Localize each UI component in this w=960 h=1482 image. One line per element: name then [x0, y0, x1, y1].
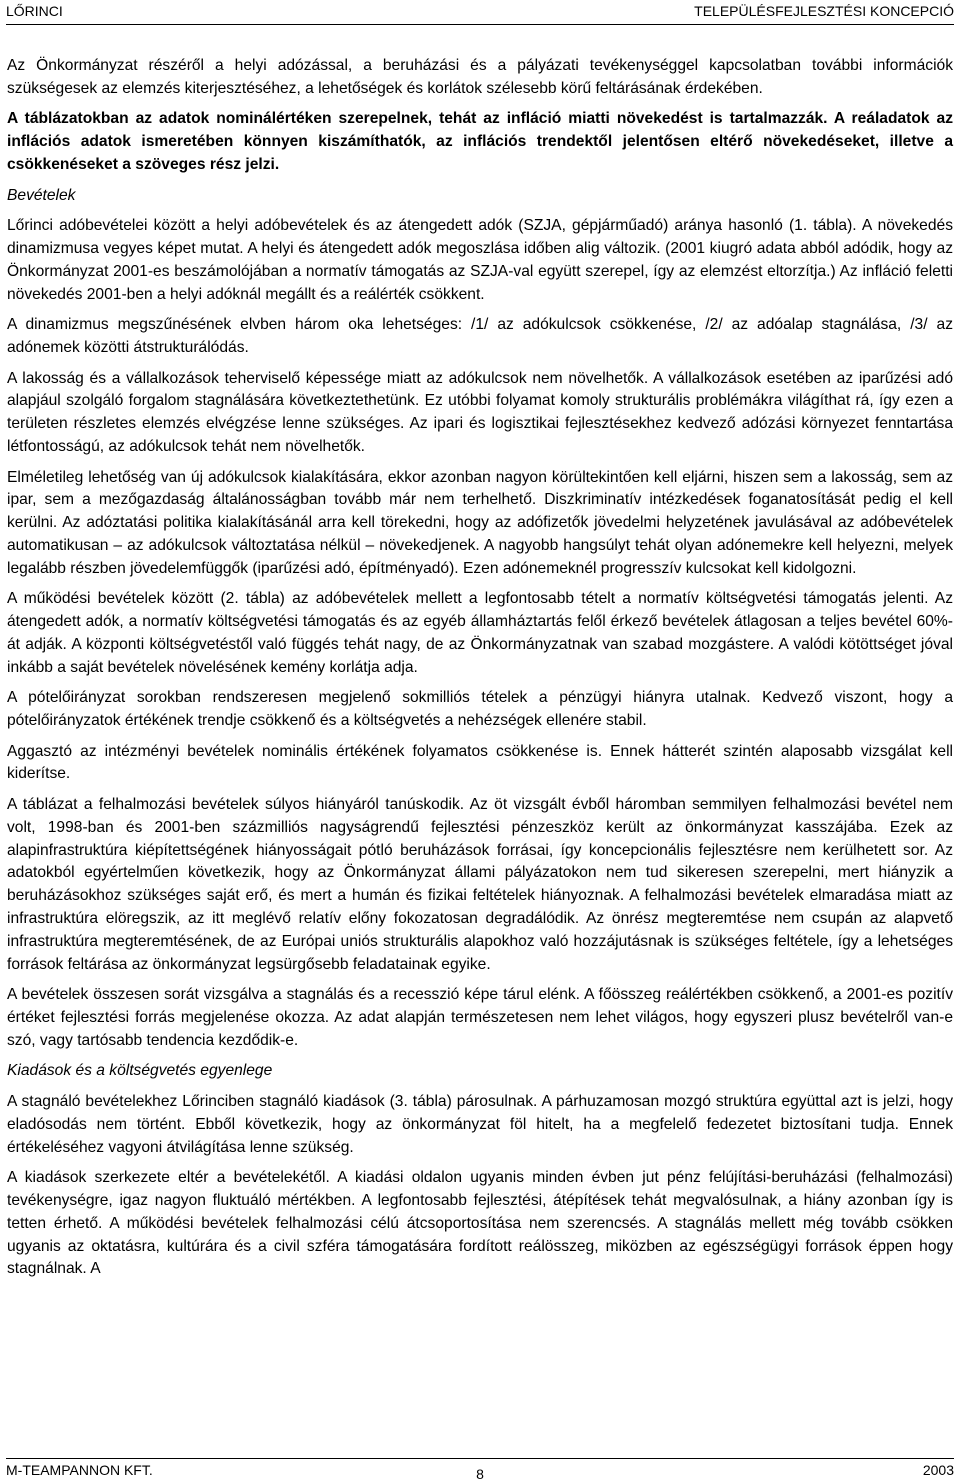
page-header: [6, 0, 954, 25]
section-heading-expenditures: Kiadások és a költségvetés egyenlege: [7, 1062, 273, 1080]
body-paragraph: Aggasztó az intézményi bevételek nominális értékének folyamatos csökkenése is. Ennek hátterét szintén alaposabb vizsgálat kell kiderítse.: [7, 742, 953, 783]
header-document-title: TELEPÜLÉSFEJLESZTÉSI KONCEPCIÓ: [694, 3, 954, 19]
intro-paragraph: Az Önkormányzat részéről a helyi adózással, a beruházási és a pályázati tevékenységgel kapcsolatban további információk szükségesek az elemzés kiterjesztéséhez, a lehetőségek és korlátok szélesebb körű feltárásának érdekében.: [7, 57, 953, 97]
body-paragraph: A pótelőirányzat sorokban rendszeresen megjelenő sokmilliós tételek a pénzügyi hiányra utalnak. Kedvező viszont, hogy a pótelőirányzatok értékének trendje csökkenő és a költségvetés a nehézségek ellenére stabil.: [7, 689, 953, 730]
body-paragraph: A bevételek összesen sorát vizsgálva a stagnálás és a recesszió képe tárul elénk. A főösszeg reálértékben csökkenő, a 2001-es pozitív értéket fejlesztési forrás megjelenése okozza. Az adat alapján természetesen nem lehet világos, hogy egyszeri plusz bevételről van-e szó, vagy tartósabb tendencia kezdődik-e.: [7, 986, 953, 1049]
document-body: [7, 55, 953, 1289]
body-paragraph: A dinamizmus megszűnésének elvben három oka lehetséges: /1/ az adókulcsok csökkenése, /2/ az adóalap stagnálása, /3/ az adónemek közötti átstrukturálódás.: [7, 316, 953, 356]
footer-year: 2003: [922, 1462, 954, 1478]
body-paragraph: A táblázat a felhalmozási bevételek súlyos hiányáról tanúskodik. Az öt vizsgált évből háromban semmilyen felhalmozási bevétel nem volt, 1998-ban és 2001-ben százmilliós nagyságrendű fejlesztési pénzeszköz került az önkormányzat kasszájába. Ezek az alapinfrastruktúra kiépítettségének hiányosságait pótló beruházások forrásai, így koncepcionális fejlesztésre nem kerülhetett sor. Az adatokból egyértelműen következik, hogy az Önkormányzat állami pályázatokon nem tud sikeresen szerepelni, mert hiányzik a beruházásokhoz szükséges saját erő, és mert a humán és fizikai feltételek hiányoznak. A felhalmozási bevételek elmaradása miatt az infrastruktúra elöregszik, az itt meglévő relatív előny fokozatosan degradálódik. Az önrész megteremtése nem csupán az alapvető infrastruktúra megteremtésének, de az Európai uniós strukturális alapokhoz való hozzájutásnak is szükséges feltétele, így a lehetséges források feltárása az önkormányzat legsürgősebb feladatainak egyike.: [7, 796, 953, 973]
body-paragraph: A lakosság és a vállalkozások teherviselő képessége miatt az adókulcsok nem növelhetők. A vállalkozások esetében az iparűzési adó alapjául szolgáló forgalom stagnálására következtethetünk. Ez utóbbi folyamat komoly strukturális problémákra világíthat rá, így ezen a területen részletes elemzés elvégzése lenne szükséges. Az ipari és logisztikai fejlesztésekhez kedvező adózási környezet fenntartása létfontosságú, az adókulcsok tehát nem növelhetők.: [7, 369, 953, 455]
page-number: 8: [476, 1466, 484, 1482]
intro-bold-note: A táblázatokban az adatok nominálértéken szerepelnek, tehát az infláció miatti növekedést is tartalmazzák. A reáladatok az inflációs adatok ismeretében könnyen kiszámíthatók, az inflációs trendektől jelentősen eltérő növekedéseket, illetve a csökkenéseket a szöveges rész jelzi.: [7, 110, 953, 173]
body-paragraph: A stagnáló bevételekhez Lőrinciben stagnáló kiadások (3. tábla) párosulnak. A párhuzamosan mozgó struktúra együttal azt is jelzi, hogy eladósodás nem történt. Ebből következik, hogy az önkormányzat föl hitelt, ha a megfelelő fedezetet biztosítani tudja. Ennek értékeléséhez vagyoni átvilágítása lenne szükség.: [7, 1093, 953, 1156]
section-heading-revenues: Bevételek: [7, 186, 76, 204]
footer-company: M-TEAMPANNON KFT.: [6, 1462, 153, 1478]
body-paragraph: A kiadások szerkezete eltér a bevételekétől. A kiadási oldalon ugyanis minden évben jut pénz felújítási-beruházási (felhalmozási) tevékenységre, igaz nagyon fluktuáló mértékben. A legfontosabb fejlesztési, átépítések tehát megvalósulnak, a hiány azonban így is tetten érhető. A működési bevételek felhalmozási célú átcsoportosítása nem szerencsés. A stagnálás mellett még tovább csökken ugyanis az oktatásra, kultúrára és a civil szféra támogatására fordított reálösszeg, miközben az egészségügyi források éppen hogy stagnálnak. A: [7, 1169, 953, 1278]
body-paragraph: Elméletileg lehetőség van új adókulcsok kialakítására, ekkor azonban nagyon körültekintően kell eljárni, hiszen sem a lakosság, sem az ipar, sem a mezőgazdaság általánosságban tovább már nem terhelhető. Diszkriminatív intézkedések foganatosítását pedig el kell kerülni. Az adóztatási politika kialakításánál arra kell törekedni, hogy az adófizetők jövedelmi helyzetének javulásával az adóbevételek automatikusan – az adókulcsok változtatása nélkül – növekedjenek. A nagyobb hangsúlyt tehát olyan adónemekre kell helyezni, melyek legalább részben jövedelemfüggők (iparűzési adó, építményadó). Ezen adónemeknél progresszív kulcsokat kell kidolgozni.: [7, 468, 953, 577]
body-paragraph: Lőrinci adóbevételei között a helyi adóbevételek és az átengedett adók (SZJA, gépjárműadó) aránya hasonló (1. tábla). A növekedés dinamizmusa vegyes képet mutat. A helyi és átengedett adók megoszlása időben alig változik. (2001 kiugró adata abból adódik, hogy az Önkormányzat 2001-es beszámolójában a normatív támogatás az SZJA-val együtt szerepel, így az elemzést eltorzítja.) Az infláció feletti növekedés 2001-ben a helyi adóknál megállt és a reálérték csökkent.: [7, 217, 953, 303]
page-footer: [6, 1458, 954, 1481]
header-document-location: LŐRINCI: [6, 3, 63, 19]
body-paragraph: A működési bevételek között (2. tábla) az adóbevételek mellett a legfontosabb tételt a normatív költségvetési támogatás jelenti. Az átengedett adók, a normatív költségvetési támogatás és az egyéb államháztartás felől érkező bevételek átlagosan a teljes bevétel 60%-át adják. A központi költségvetéstől való függés tehát nagy, de az Önkormányzatnak van szabad mozgástere. A valódi kötöttséget jóval inkább a saját bevételek növelésének kemény korlátja adja.: [7, 590, 953, 676]
